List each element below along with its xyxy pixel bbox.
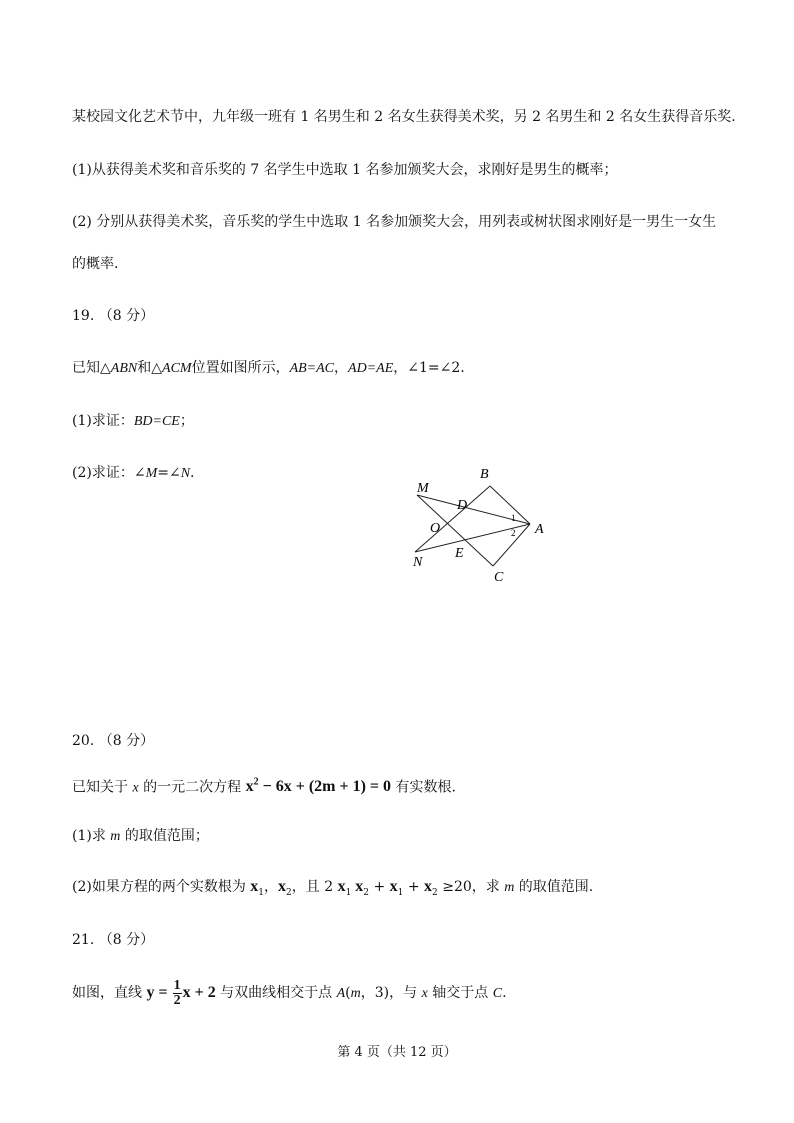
geometry-figure [405, 462, 555, 587]
q19-part1: (1)求证：BD=CE； [72, 413, 194, 429]
label-n: N [413, 555, 423, 570]
label-d: D [457, 498, 468, 513]
label-angle2: 2 [511, 528, 516, 538]
q21-stem: 如图，直线 y = $\frac{1}{2}$ x + 2 与双曲线相交于点 A(m，3)，与 x 轴交于点 C. [72, 977, 507, 1008]
segment-ab [490, 486, 530, 524]
q18-part2-line2: 的概率. [72, 256, 119, 272]
q18-part1: (1)从获得美术奖和音乐奖的 7 名学生中选取 1 名参加颁奖大会，求刚好是男生的概率； [72, 162, 618, 178]
q18-part2-line1: (2) 分别从获得美术奖，音乐奖的学生中选取 1 名参加颁奖大会，用列表或树状图求刚好是一男生一女生 [72, 214, 717, 230]
fraction-one-half: $\frac{1}{2}$ [173, 977, 181, 1008]
q20-part2: (2)如果方程的两个实数根为 $x_1$，$x_2$，且 2 $x_1$ $x_2 + x_1 + x_2 \ge 20$，求 m 的取值范围. [72, 878, 594, 898]
q19-part2: (2)求证：∠M=∠N. [72, 465, 195, 481]
q20-stem: 已知关于 x 的一元二次方程 $x^2 - 6x + (2m + 1) = 0$ 有实数根. [72, 777, 456, 796]
q21-header: 21. （8 分） [72, 932, 155, 948]
label-e: E [455, 546, 464, 561]
q20-part1: (1)求 m 的取值范围； [72, 828, 209, 844]
label-a: A [535, 522, 544, 537]
label-o: O [430, 521, 441, 536]
q19-stem: 已知△ABN和△ACM位置如图所示，AB=AC，AD=AE，∠1=∠2. [72, 360, 465, 376]
page-footer: 第 4 页（共 12 页） [337, 1045, 457, 1060]
label-angle1: 1 [511, 513, 516, 523]
q18-intro: 某校园文化艺术节中，九年级一班有 1 名男生和 2 名女生获得美术奖，另 2 名男生和 2 名女生获得音乐奖. [72, 109, 736, 125]
label-m: M [417, 481, 429, 496]
label-c: C [494, 570, 504, 585]
q20-header: 20. （8 分） [72, 733, 155, 749]
label-b: B [480, 467, 489, 482]
q19-header: 19. （8 分） [72, 308, 155, 324]
